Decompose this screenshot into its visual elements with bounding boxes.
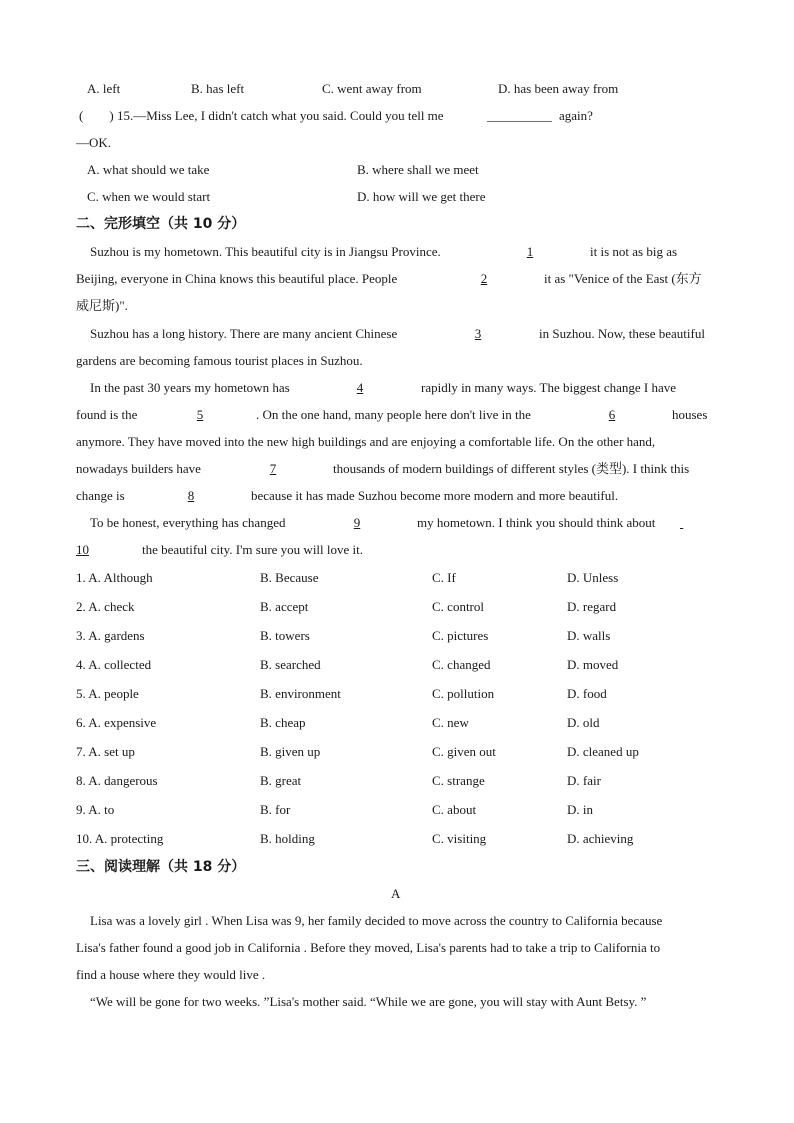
cloze-blank-5: 5 (196, 407, 204, 422)
passage-a-line: Lisa was a lovely girl . When Lisa was 9, her family decided to move across the country to California because (90, 913, 663, 928)
cloze-option-4-d: D. moved (567, 657, 619, 672)
cloze-option-9-a: 9. A. to (76, 802, 115, 817)
cloze-blank-4: 4 (356, 380, 364, 395)
q15-stem-end: again? (559, 108, 593, 123)
passage-text: in Suzhou. Now, these beautiful (539, 326, 705, 341)
cloze-option-6-c: C. new (432, 715, 469, 730)
q15-blank: __________ (487, 108, 552, 123)
cloze-blank-6: 6 (608, 407, 616, 422)
cloze-option-4-c: C. changed (432, 657, 491, 672)
passage-text: the beautiful city. I'm sure you will love it. (142, 542, 364, 557)
section-2-title: 二、完形填空（共 10 分） (76, 216, 246, 232)
passage-text: Suzhou is my hometown. This beautiful city is in Jiangsu Province. (90, 244, 441, 259)
cloze-option-9-c: C. about (432, 802, 477, 817)
cloze-blank-10-start (680, 515, 718, 531)
cloze-option-1-b: B. Because (260, 570, 319, 585)
cloze-option-10-b: B. holding (260, 831, 315, 846)
cloze-blank-9: 9 (353, 515, 361, 530)
passage-text: 威尼斯)". (76, 298, 128, 313)
q14-option-c: C. went away from (322, 81, 422, 96)
passage-a-line: “We will be gone for two weeks. ”Lisa's mother said. “While we are gone, you will stay with Aunt Betsy. ” (90, 994, 647, 1009)
passage-text: because it has made Suzhou become more modern and more beautiful. (251, 488, 619, 503)
cloze-option-2-c: C. control (432, 599, 484, 614)
section-3-title: 三、阅读理解（共 18 分） (76, 859, 246, 875)
cloze-option-8-b: B. great (260, 773, 302, 788)
passage-text: found is the (76, 407, 138, 422)
cloze-option-5-a: 5. A. people (76, 686, 139, 701)
cloze-option-1-c: C. If (432, 570, 456, 585)
cloze-option-3-d: D. walls (567, 628, 611, 643)
cloze-option-8-c: C. strange (432, 773, 485, 788)
cloze-option-2-d: D. regard (567, 599, 617, 614)
cloze-option-5-b: B. environment (260, 686, 341, 701)
cloze-option-7-b: B. given up (260, 744, 321, 759)
cloze-option-4-b: B. searched (260, 657, 321, 672)
passage-text: nowadays builders have (76, 461, 201, 476)
passage-text: rapidly in many ways. The biggest change I have (421, 380, 676, 395)
cloze-option-8-a: 8. A. dangerous (76, 773, 158, 788)
cloze-option-7-a: 7. A. set up (76, 744, 135, 759)
q14-option-b: B. has left (191, 81, 245, 96)
q15-option-d: D. how will we get there (357, 189, 486, 204)
cloze-blank-3: 3 (474, 326, 482, 341)
cloze-option-10-c: C. visiting (432, 831, 487, 846)
passage-a-line: find a house where they would live . (76, 967, 266, 982)
cloze-option-9-d: D. in (567, 802, 593, 817)
passage-a-label: A (391, 886, 401, 901)
cloze-option-5-d: D. food (567, 686, 607, 701)
passage-text: change is (76, 488, 125, 503)
cloze-option-4-a: 4. A. collected (76, 657, 152, 672)
passage-a-line: Lisa's father found a good job in California . Before they moved, Lisa's parents had to take a trip to California to (76, 940, 661, 955)
cloze-blank-1: 1 (526, 244, 534, 259)
passage-text: gardens are becoming famous tourist places in Suzhou. (76, 353, 363, 368)
passage-text: To be honest, everything has changed (90, 515, 286, 530)
passage-text: In the past 30 years my hometown has (90, 380, 290, 395)
passage-text: anymore. They have moved into the new high buildings and are enjoying a comfortable life. On the other hand, (76, 434, 656, 449)
cloze-option-7-d: D. cleaned up (567, 744, 639, 759)
q15-option-c: C. when we would start (87, 189, 211, 204)
cloze-option-10-d: D. achieving (567, 831, 634, 846)
passage-text: it as "Venice of the East (东方 (544, 271, 702, 286)
cloze-option-8-d: D. fair (567, 773, 601, 788)
q15-option-b: B. where shall we meet (357, 162, 479, 177)
q15-paren: ( ) (79, 108, 114, 123)
cloze-option-6-b: B. cheap (260, 715, 306, 730)
passage-text: . On the one hand, many people here don't live in the (256, 407, 531, 422)
cloze-option-3-a: 3. A. gardens (76, 628, 145, 643)
cloze-option-5-c: C. pollution (432, 686, 495, 701)
cloze-blank-7: 7 (269, 461, 277, 476)
cloze-blank-2: 2 (480, 271, 488, 286)
cloze-option-1-d: D. Unless (567, 570, 619, 585)
cloze-option-2-b: B. accept (260, 599, 309, 614)
q15-option-a: A. what should we take (87, 162, 210, 177)
q15-stem: 15.—Miss Lee, I didn't catch what you said. Could you tell me (117, 108, 444, 123)
cloze-option-3-b: B. towers (260, 628, 310, 643)
cloze-option-9-b: B. for (260, 802, 291, 817)
cloze-option-10-a: 10. A. protecting (76, 831, 164, 846)
cloze-blank-8: 8 (187, 488, 195, 503)
passage-text: houses (672, 407, 708, 422)
cloze-blank-10: 10 (76, 542, 89, 557)
cloze-option-6-d: D. old (567, 715, 600, 730)
q14-option-a: A. left (87, 81, 121, 96)
cloze-option-6-a: 6. A. expensive (76, 715, 157, 730)
q14-option-d: D. has been away from (498, 81, 619, 96)
passage-text: thousands of modern buildings of different styles (类型). I think this (333, 461, 690, 476)
passage-text: Beijing, everyone in China knows this beautiful place. People (76, 271, 398, 286)
q15-reply: —OK. (76, 135, 112, 150)
cloze-option-7-c: C. given out (432, 744, 496, 759)
cloze-option-3-c: C. pictures (432, 628, 489, 643)
cloze-option-1-a: 1. A. Although (76, 570, 153, 585)
passage-text: Suzhou has a long history. There are many ancient Chinese (90, 326, 398, 341)
cloze-option-2-a: 2. A. check (76, 599, 135, 614)
passage-text: my hometown. I think you should think about (417, 515, 656, 530)
passage-text: it is not as big as (590, 244, 678, 259)
